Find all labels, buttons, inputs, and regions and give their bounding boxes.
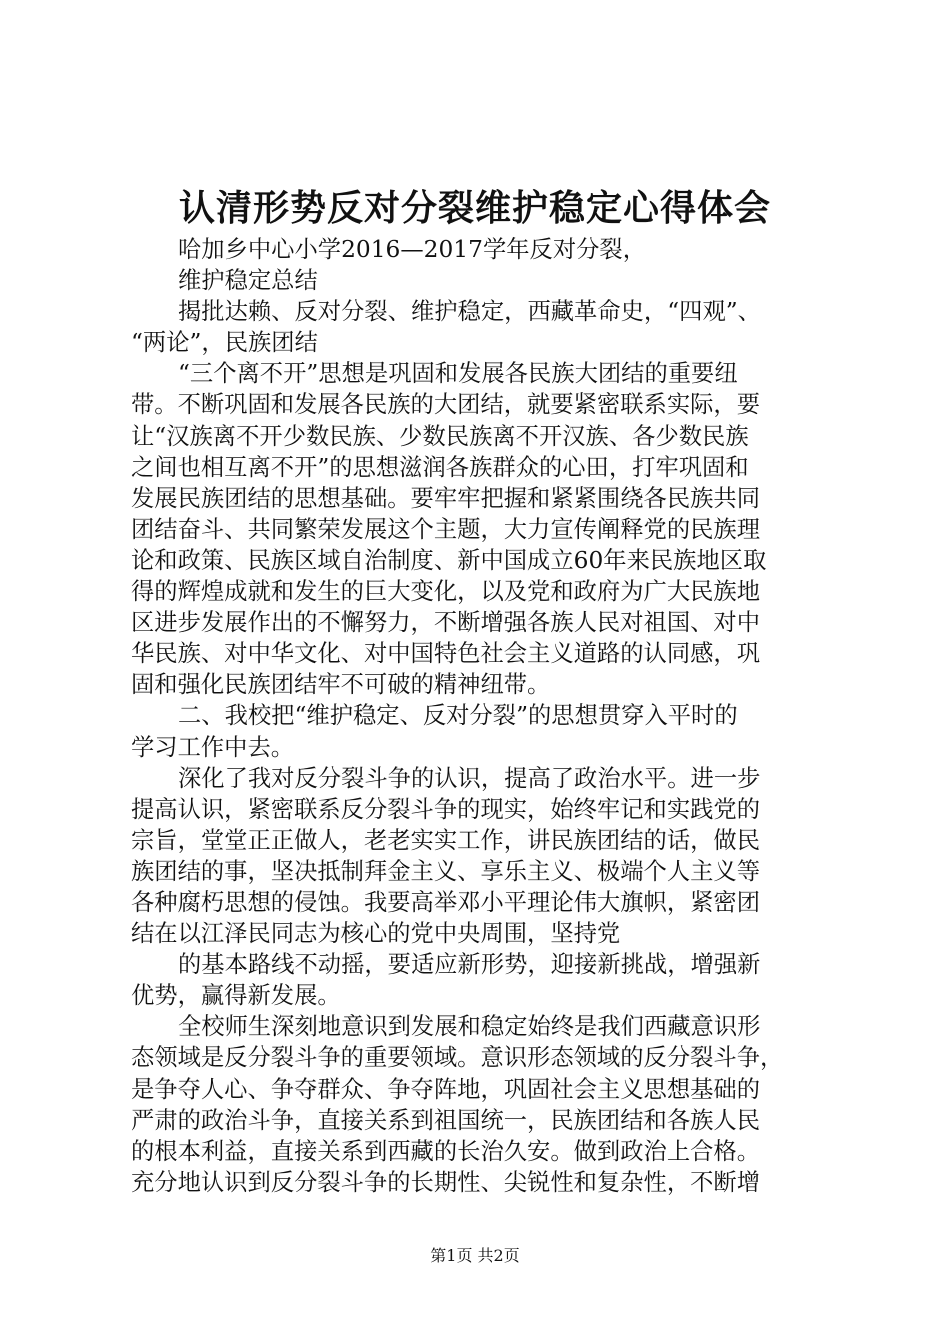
body-text-line: 带。不断巩固和发展各民族的大团结，就要紧密联系实际，要 [131,391,761,419]
page-footer: 第1页 共2页 [430,1246,520,1265]
body-text-line: 的根本利益，直接关系到西藏的长治久安。做到政治上合格。 [131,1137,761,1165]
body-text-line: 深化了我对反分裂斗争的认识，提高了政治水平。进一步 [178,764,761,792]
body-text-line: “三个离不开”思想是巩固和发展各民族大团结的重要纽 [178,360,738,388]
body-text-line: 族团结的事，坚决抵制拜金主义、享乐主义、极端个人主义等 [131,857,761,885]
body-text-line: 学习工作中去。 [131,733,295,761]
body-text-line: 二、我校把“维护稳定、反对分裂”的思想贯穿入平时的 [178,702,738,730]
body-text-line: 哈加乡中心小学2016—2017学年反对分裂， [178,236,647,263]
body-text-line: 的基本路线不动摇，要适应新形势，迎接新挑战，增强新 [178,951,761,979]
body-text-line: 发展民族团结的思想基础。要牢牢把握和紧紧围绕各民族共同 [131,484,761,512]
body-text-line: 优势，赢得新发展。 [131,982,341,1010]
body-text-line: 宗旨，堂堂正正做人，老老实实工作，讲民族团结的话，做民 [131,826,761,854]
body-text-line: 是争夺人心、争夺群众、争夺阵地，巩固社会主义思想基础的 [131,1075,761,1103]
body-text-line: 结在以江泽民同志为核心的党中央周围，坚持党 [131,920,621,948]
body-text-line: 团结奋斗、共同繁荣发展这个主题，大力宣传阐释党的民族理 [131,515,761,543]
body-text-line: 态领域是反分裂斗争的重要领域。意识形态领域的反分裂斗争， [131,1044,784,1072]
body-text-line: 严肃的政治斗争，直接关系到祖国统一，民族团结和各族人民 [131,1106,761,1134]
body-text-line: 让“汉族离不开少数民族、少数民族离不开汉族、各少数民族 [131,422,749,450]
body-text-line: 之间也相互离不开”的思想滋润各族群众的心田，打牢巩固和 [131,453,749,481]
body-text-line: 充分地认识到反分裂斗争的长期性、尖锐性和复杂性，不断增 [131,1168,761,1196]
body-text-line: 区进步发展作出的不懈努力，不断增强各族人民对祖国、对中 [131,609,761,637]
body-text-line: 华民族、对中华文化、对中国特色社会主义道路的认同感，巩 [131,640,761,668]
body-text-line: “两论”，民族团结 [131,329,318,357]
body-text-line: 全校师生深刻地意识到发展和稳定始终是我们西藏意识形 [178,1013,761,1041]
body-text-line: 论和政策、民族区域自治制度、新中国成立60年来民族地区取 [131,546,767,574]
body-text-line: 得的辉煌成就和发生的巨大变化，以及党和政府为广大民族地 [131,578,761,606]
body-text-line: 提高认识，紧密联系反分裂斗争的现实，始终牢记和实践党的 [131,795,761,823]
body-text-line: 维护稳定总结 [178,267,318,295]
body-text-line: 固和强化民族团结牢不可破的精神纽带。 [131,671,551,699]
body-text-line: 揭批达赖、反对分裂、维护稳定，西藏革命史，“四观”、 [178,298,761,326]
document-title: 认清形势反对分裂维护稳定心得体会 [178,187,771,229]
document-body [131,234,831,1198]
body-text-line: 各种腐朽思想的侵蚀。我要高举邓小平理论伟大旗帜，紧密团 [131,888,761,916]
